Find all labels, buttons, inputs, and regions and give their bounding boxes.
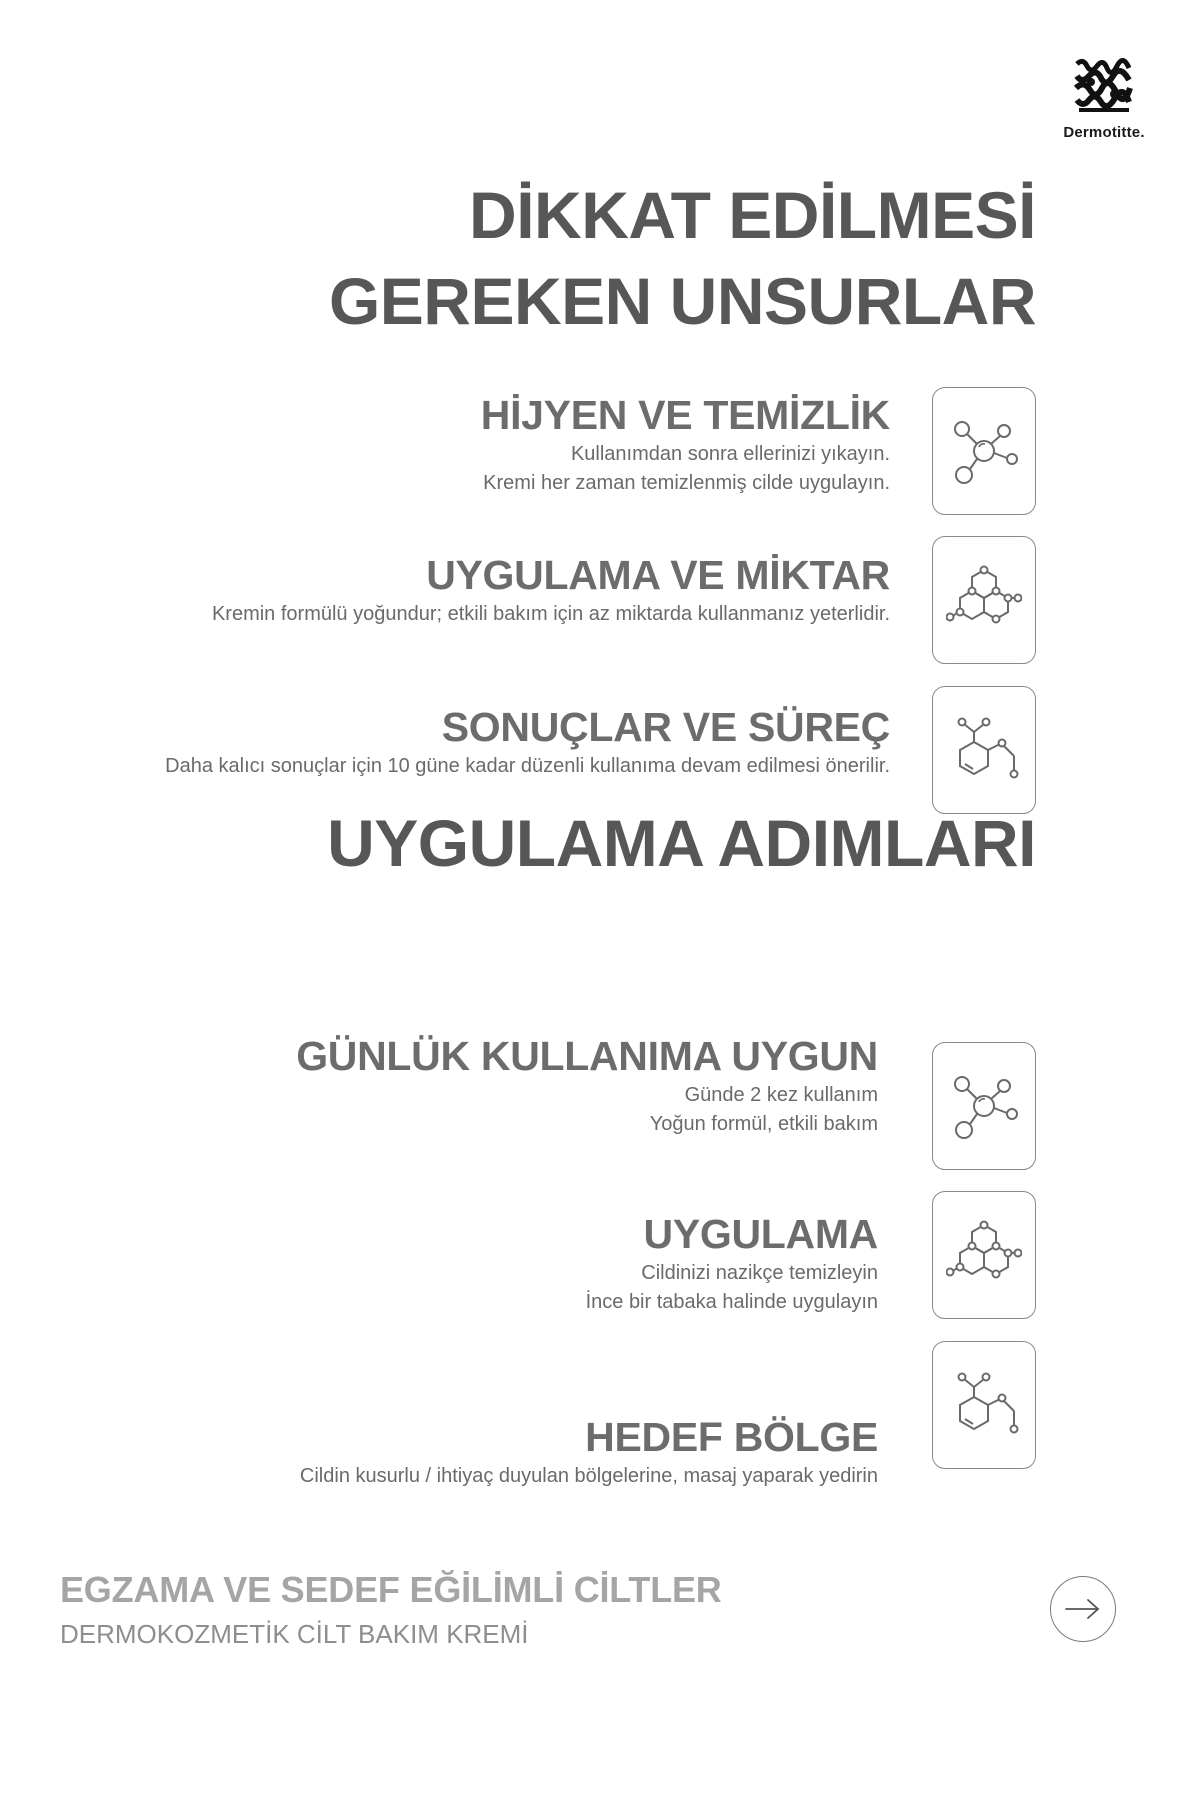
section-title-precautions xyxy=(329,172,1036,344)
item-title: HİJYEN VE TEMİZLİK xyxy=(480,392,890,438)
benzene-chain-icon xyxy=(946,712,1022,788)
precaution-item-amount xyxy=(212,550,890,629)
section-title-application-steps: UYGULAMA ADIMLARI xyxy=(327,806,1036,880)
item-description: Daha kalıcı sonuçlar için 10 güne kadar düzenli kullanıma devam edilmesi önerilir. xyxy=(165,755,890,777)
item-description: Yoğun formül, etkili bakım xyxy=(649,1113,878,1135)
item-title: GÜNLÜK KULLANIMA UYGUN xyxy=(296,1033,878,1079)
precaution-item-results xyxy=(165,702,890,781)
product-subtitle: DERMOKOZMETİK CİLT BAKIM KREMİ xyxy=(60,1619,529,1649)
icon-card xyxy=(932,1191,1036,1319)
icon-card xyxy=(932,1341,1036,1469)
icon-card xyxy=(932,387,1036,515)
step-item-target-area xyxy=(300,1412,878,1491)
icon-card xyxy=(932,536,1036,664)
item-title: UYGULAMA xyxy=(643,1211,878,1257)
hexagon-molecule-icon xyxy=(946,562,1022,638)
item-title: SONUÇLAR VE SÜREÇ xyxy=(441,704,890,750)
benzene-chain-icon xyxy=(946,1367,1022,1443)
item-description: Günde 2 kez kullanım xyxy=(684,1084,878,1106)
precaution-item-hygiene xyxy=(481,390,890,498)
brand-name: Dermotitte. xyxy=(1063,124,1145,141)
item-description: Kremin formülü yoğundur; etkili bakım için az miktarda kullanmanız yeterlidir. xyxy=(211,603,890,625)
section-title-line-1: DİKKAT EDİLMESİ xyxy=(469,178,1036,252)
item-description: Cildin kusurlu / ihtiyaç duyulan bölgelerine, masaj yaparak yedirin xyxy=(299,1465,878,1487)
item-description: Kullanımdan sonra ellerinizi yıkayın. xyxy=(570,443,890,465)
item-description: Cildinizi nazikçe temizleyin xyxy=(641,1262,878,1284)
product-category-title: EGZAMA VE SEDEF EĞİLİMLİ CİLTLER xyxy=(60,1569,722,1610)
item-title: HEDEF BÖLGE xyxy=(585,1414,878,1460)
brand-logo xyxy=(1054,54,1154,141)
molecule-icon xyxy=(946,413,1022,489)
icon-card xyxy=(932,1042,1036,1170)
item-description: Kremi her zaman temizlenmiş cilde uygulayın. xyxy=(483,472,890,494)
logo-mark xyxy=(1071,54,1137,120)
arrow-right-icon xyxy=(1064,1598,1102,1620)
hexagon-molecule-icon xyxy=(946,1217,1022,1293)
molecule-icon xyxy=(946,1068,1022,1144)
next-button[interactable] xyxy=(1050,1576,1116,1642)
item-description: İnce bir tabaka halinde uygulayın xyxy=(585,1291,878,1313)
item-title: UYGULAMA VE MİKTAR xyxy=(426,552,890,598)
step-item-daily-use xyxy=(296,1031,878,1139)
step-item-application xyxy=(586,1209,878,1317)
icon-card xyxy=(932,686,1036,814)
section-title-line-2: GEREKEN UNSURLAR xyxy=(328,264,1036,338)
